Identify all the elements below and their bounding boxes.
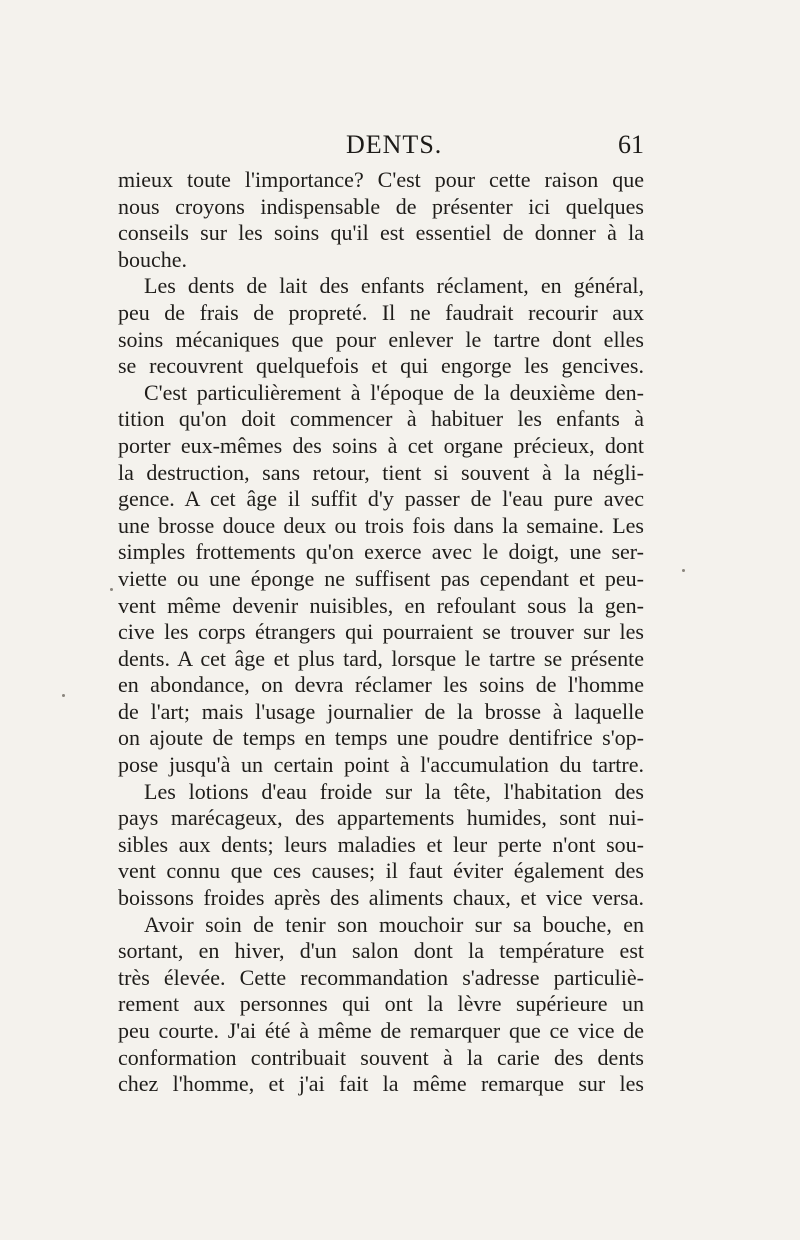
text-line: tition qu'on doit commencer à habituer les enfants à xyxy=(118,406,644,432)
text-line: conseils sur les soins qu'il est essentiel de donner à la xyxy=(118,220,644,246)
text-line: rement aux personnes qui ont la lèvre supérieure un xyxy=(118,991,644,1017)
text-line: soins mécaniques que pour enlever le tartre dont elles xyxy=(118,326,644,352)
text-line: viette ou une éponge ne suffisent pas cependant et peu- xyxy=(118,565,644,591)
paragraph xyxy=(118,912,644,1098)
paragraph xyxy=(118,273,644,379)
text-line: simples frottements qu'on exerce avec le doigt, une ser- xyxy=(118,539,644,565)
text-line: C'est particulièrement à l'époque de la deuxième den- xyxy=(144,379,644,405)
text-line: conformation contribuait souvent à la carie des dents xyxy=(118,1044,644,1070)
text-line: la destruction, sans retour, tient si souvent à la négli- xyxy=(118,459,644,485)
text-line: peu courte. J'ai été à même de remarquer que ce vice de xyxy=(118,1018,644,1043)
paragraph xyxy=(118,167,644,273)
text-line: se recouvrent quelquefois et qui engorge les gencives. xyxy=(118,353,644,379)
text-line: Avoir soin de tenir son mouchoir sur sa bouche, en xyxy=(144,911,644,937)
text-line: très élevée. Cette recommandation s'adresse particuliè- xyxy=(118,964,644,990)
text-line: pays marécageux, des appartements humides, sont nui- xyxy=(118,805,644,831)
text-line: nous croyons indispensable de présenter ici quelques xyxy=(118,193,644,219)
text-line: vent connu que ces causes; il faut éviter également des xyxy=(118,858,644,884)
paragraph xyxy=(118,380,644,779)
text-line: bouche. xyxy=(118,246,188,272)
paragraph xyxy=(118,779,644,912)
body-text xyxy=(118,167,644,1098)
text-line: cive les corps étrangers qui pourraient se trouver sur les xyxy=(118,619,644,645)
running-head: DENTS. xyxy=(346,130,443,159)
text-line: en abondance, on devra réclamer les soins de l'homme xyxy=(118,672,644,698)
text-line: peu de frais de propreté. Il ne faudrait recourir aux xyxy=(118,299,644,325)
text-line: pose jusqu'à un certain point à l'accumulation du tartre. xyxy=(118,752,644,778)
text-line: on ajoute de temps en temps une poudre dentifrice s'op- xyxy=(118,725,644,751)
text-line: sortant, en hiver, d'un salon dont la température est xyxy=(118,938,644,964)
print-speck xyxy=(682,569,685,572)
page-header xyxy=(118,130,644,162)
text-line: une brosse douce deux ou trois fois dans la semaine. Les xyxy=(118,512,644,538)
text-line: Les dents de lait des enfants réclament, en général, xyxy=(144,273,644,299)
text-line: chez l'homme, et j'ai fait la même remarque sur les xyxy=(118,1071,644,1097)
text-line: boissons froides après des aliments chaux, et vice versa. xyxy=(118,885,644,911)
text-line: dents. A cet âge et plus tard, lorsque le tartre se présente xyxy=(118,645,644,671)
print-speck xyxy=(110,588,113,591)
text-line: sibles aux dents; leurs maladies et leur perte n'ont sou- xyxy=(118,831,644,857)
text-line: vent même devenir nuisibles, en refoulant sous la gen- xyxy=(118,592,644,618)
text-line: Les lotions d'eau froide sur la tête, l'habitation des xyxy=(144,778,644,804)
text-line: gence. A cet âge il suffit d'y passer de l'eau pure avec xyxy=(118,486,644,512)
text-line: de l'art; mais l'usage journalier de la brosse à laquelle xyxy=(118,698,644,724)
text-line: porter eux-mêmes des soins à cet organe précieux, dont xyxy=(118,432,644,458)
text-line: mieux toute l'importance? C'est pour cette raison que xyxy=(118,167,644,192)
print-speck xyxy=(62,694,65,697)
page-number: 61 xyxy=(618,130,644,159)
